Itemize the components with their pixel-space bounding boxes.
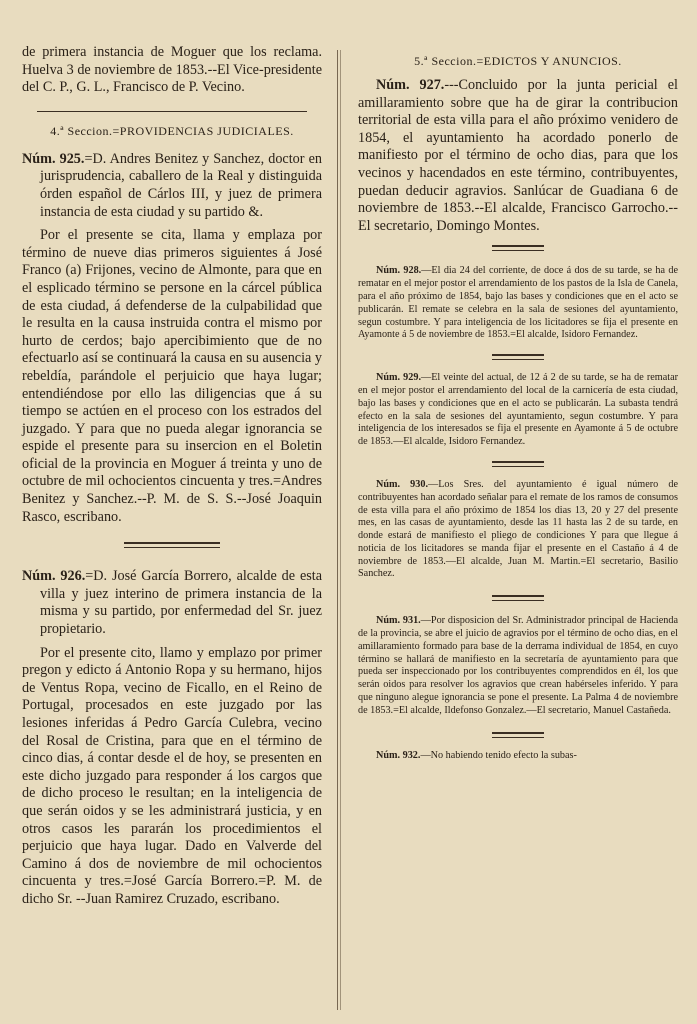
notice-929-text: —El veinte del actual, de 12 á 2 de su tarde, se ha de rematar en el mejor postor el arrendamiento del local de la carnicería de esta ciudad, bajo las bases y condiciones que en el acto se publicarán. La subasta tendrá efecto en la sala de sesiones del ayuntamiento, segun costumbre. Y para inteligencia de los interesados se fija el presente en Ayamonte á 5 de octubre de 1853.—El alcalde, Isidoro Fernandez.: [358, 372, 678, 448]
notice-927-number: Núm. 927.: [376, 77, 445, 93]
notice-927: [358, 77, 678, 235]
section-rule: [37, 111, 307, 112]
notice-927-text: ---Concluido por la junta pericial el amillaramiento sobre que ha de girar la contribucion territorial de esta villa para el año próximo venidero de 1854, el ayuntamiento ha acordado ponerlo de manifiesto por el término de ocho dias, para que los vecinos y hacendados en este término, contribuyentes, puedan deducir agravios. Sanlúcar de Guadiana 6 de noviembre de 1853.--El alcalde, Francisco Garrocho.--El secretario, Domingo Montes.: [358, 77, 678, 234]
notice-932-number: Núm. 932.: [376, 749, 421, 761]
notice-928-text: —El dia 24 del corriente, de doce á dos de su tarde, se ha de rematar en el mejor postor el arrendamiento de los pastos de la Isla de Canela, para el año próximo de 1854, bajo las bases y condiciones que en el acto se publicarán. El remate se celebra en la sala de sesiones del ayuntamiento, segun costumbre. Y para inteligencia de los licitadores se fija el presente en Ayamonte á 5 de noviembre de 1853.=El alcalde, Isidoro Fernandez.: [358, 265, 678, 341]
column-divider: [337, 50, 338, 1010]
separator-ornament: [492, 245, 544, 251]
notice-926-head: [22, 568, 322, 638]
notice-931-text: —Por disposicion del Sr. Administrador principal de Hacienda de la provincia, se abre el juicio de agravios por el término de ocho dias, en el amillaramiento formado para base de la derrama individual de 1854, en cuyo término se hallará de manifiesto en la secretaría de ayuntamiento para que pueda ser inspeccionado por los contribuyentes comprendidos en él, los que serán oidos para resolver los agravios que crean habérseles inferido. Y para que ninguno alegue ignorancia se pone el presente. La Palma 4 de noviembre de 1853.=El alcalde, Ildefonso Gonzalez.—El secretario, Manuel Castañeda.: [358, 615, 678, 716]
notice-925-body: Por el presente se cita, llama y emplaza por término de nueve dias primeros siguientes á José Franco (a) Frijones, vecino de Almonte, para que en el esplicado término se persone en la cárcel pública de esta ciudad, á defenderse de la culpabilidad que le resulta en la causa instruida contra el mismo por hurto de cerdos; bajo apercibimiento que de no efectuarlo así se continuará la causa en su ausencia y rebeldía, parándole el perjuicio que haya lugar; entendiéndose por ello las diligencias que á su tiempo se actúen en el proceso con los estrados del juzgado. Y para que no pueda alegar ignorancia se espide el presente para su insercion en el Boletin oficial de la provincia en Moguer á treinta y uno de octubre de mil ochocientos cincuenta y tres.=Andres Benitez y Sanchez.--P. M. de S. S.--José Joaquin Rasco, escribano.: [22, 227, 322, 525]
notice-931-number: Núm. 931.: [376, 615, 421, 627]
notice-931: [358, 615, 678, 717]
notice-929-number: Núm. 929.: [376, 372, 422, 384]
section-4-title: 4.ª Seccion.=PROVIDENCIAS JUDICIALES.: [50, 123, 294, 138]
column-divider-inner: [340, 50, 341, 1010]
notice-928-number: Núm. 928.: [376, 265, 422, 277]
notice-930-number: Núm. 930.: [376, 478, 429, 490]
continuation-text: de primera instancia de Moguer que los reclama. Huelva 3 de noviembre de 1853.--El Vice-presidente del C. P., G. L., Francisco de P. Vecino.: [22, 44, 322, 96]
notice-925-head: [22, 151, 322, 221]
notice-929: [358, 372, 678, 449]
notice-930: [358, 479, 678, 581]
notice-932-text: —No habiendo tenido efecto la subas-: [420, 749, 577, 761]
separator-ornament: [124, 542, 220, 548]
notice-928: [358, 265, 678, 342]
notice-925-number: Núm. 925.: [22, 150, 85, 167]
notice-932: [358, 750, 678, 763]
separator-ornament: [492, 595, 544, 601]
notice-930-text: —Los Sres. del ayuntamiento é igual número de contribuyentes han acordado señalar para el remate de los ramos de consumos de esta villa para el año próximo de 1854 los dias 13, 20 y 27 del presente mes, en las casas de ayuntamiento, desde las 11 hasta las 2 de su tarde, en donde estará de manifiesto el pliego de condiciones Y para que llegue á noticia de los licitadores se manda fijar el presente en el Castaño á 4 de noviembre de 1853.—El alcalde, Juan M. Martin.=El secretario, Basilio Sanchez.: [358, 478, 678, 580]
notice-926-number: Núm. 926.: [22, 568, 86, 585]
notice-926-heading: =D. José García Borrero, alcalde de esta villa y juez interino de primera instancia de la misma y su partido, por enfermedad del Sr. juez propietario.: [40, 568, 322, 638]
left-column: [22, 0, 322, 909]
separator-ornament: [492, 732, 544, 738]
right-column: [358, 0, 678, 762]
section-5-title: 5.ª Seccion.=EDICTOS Y ANUNCIOS.: [414, 54, 622, 68]
separator-ornament: [492, 354, 544, 360]
notice-925-heading: =D. Andres Benitez y Sanchez, doctor en jurisprudencia, caballero de la Real y distinguida órden español de Cárlos III, y juez de primera instancia de esta ciudad y su partido &.: [40, 150, 322, 220]
notice-926-body: Por el presente cito, llamo y emplazo por primer pregon y edicto á Antonio Ropa y su hermano, hijos de Ventus Ropa, vecino de Ficallo, en el Reino de Portugal, procesados en este juzgado por las lesiones inferidas á Pedro García Culebra, vecino del Rosal de Cristina, para que en el término de cinco dias, á contar desde el de hoy, se presenten en este dicho juzgado para responder á los cargos que de dicho proceso le resultan; en la inteligencia de que serán oidos y se les administrará justicia, y en otros casos les pararán los procedimientos el perjuicio que haya lugar. Dado en Valverde del Camino á dos de noviembre de mil ochocientos cincuenta y tres.=José García Borrero.=P. M. de dicho Sr. --Juan Ramirez Cruzado, escribano.: [22, 644, 322, 907]
separator-ornament: [492, 461, 544, 467]
